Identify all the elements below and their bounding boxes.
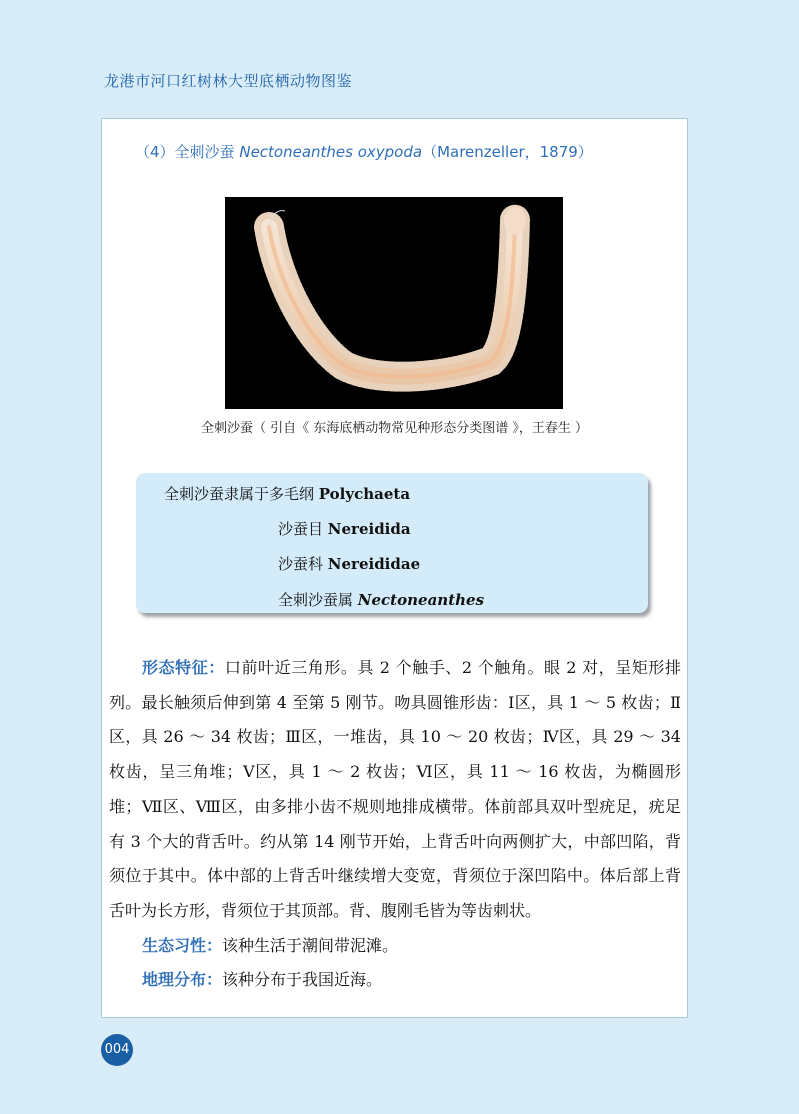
distribution-text: 该种分布于我国近海。 [222, 970, 383, 990]
species-title [135, 141, 593, 162]
taxonomy-genus [278, 589, 484, 610]
family-cn: 沙蚕科 [278, 555, 324, 573]
order-cn: 沙蚕目 [278, 520, 324, 538]
genus-latin: Nectoneanthes [357, 591, 485, 609]
distribution-label: 地理分布： [142, 970, 223, 990]
species-authority: （Marenzeller，1879） [422, 143, 593, 161]
species-name-latin: Nectoneanthes oxypoda [239, 143, 423, 161]
morphology-text: 口前叶近三角形。具 2 个触手、2 个触角。眼 2 对，呈矩形排列。最长触须后伸到第 4 至第 5 刚节。吻具圆锥形齿：Ⅰ区，具 1 ～ 5 枚齿；Ⅱ区，具 26 ～ 34 枚齿；Ⅲ区，一堆齿，具 10 ～ 20 枚齿；Ⅳ区，具 29 ～ 34 枚齿，呈三角堆；Ⅴ区，具 1 ～ 2 枚齿；Ⅵ区，具 11 ～ 16 枚齿，为椭圆形堆；Ⅶ区、Ⅷ区，由多排小齿不规则地排成横带。体前部具双叶型疣足，疣足有 3 个大的背舌叶。约从第 14 刚节开始，上背舌叶向两侧扩大，中部凹陷，背须位于其中。体中部的上背舌叶继续增大变宽，背须位于深凹陷中。体后部上背舌叶为长方形，背须位于其顶部。背、腹刚毛皆为等齿刺状。 [109, 658, 681, 920]
running-header: 龙港市河口红树林大型底栖动物图鉴 [104, 72, 353, 90]
family-latin: Nereididae [327, 555, 421, 573]
morphology-paragraph [109, 651, 681, 929]
taxonomy-order [278, 518, 411, 539]
genus-cn: 全刺沙蚕属 [278, 591, 354, 609]
order-latin: Nereidida [327, 520, 411, 538]
description [109, 651, 681, 998]
class-cn: 全刺沙蚕隶属于多毛纲 [164, 485, 315, 503]
taxonomy-box [136, 473, 648, 613]
habit-text: 该种生活于潮间带泥滩。 [222, 935, 399, 955]
figure-caption: 全刺沙蚕（ 引自《 东海底栖动物常见种形态分类图谱 》，王春生 ） [200, 421, 589, 436]
species-index: （4） [135, 143, 175, 161]
species-name-cn: 全刺沙蚕 [174, 143, 235, 161]
taxonomy-family [278, 553, 420, 574]
distribution-paragraph [109, 963, 681, 998]
specimen-photo [225, 197, 563, 409]
taxonomy-class [164, 483, 410, 504]
habit-label: 生态习性： [142, 935, 223, 955]
class-latin: Polychaeta [318, 485, 411, 503]
habit-paragraph [109, 929, 681, 964]
page-number: 004 [101, 1034, 133, 1066]
morphology-label: 形态特征： [142, 658, 225, 677]
worm-illustration [225, 197, 563, 409]
content-panel [101, 118, 688, 1018]
